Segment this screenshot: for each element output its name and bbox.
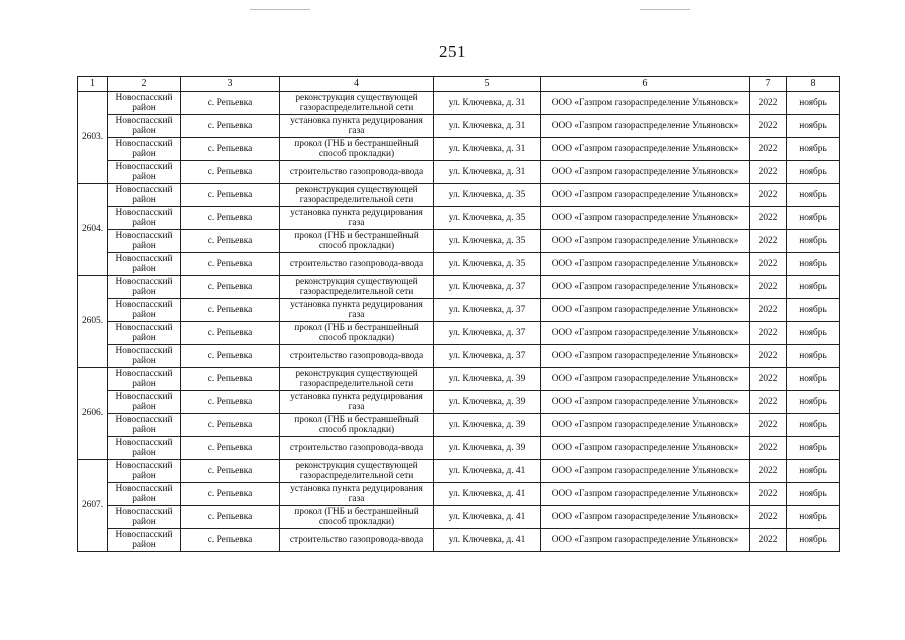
cell-item-number: 2603. <box>78 92 108 184</box>
cell-address: ул. Ключевка, д. 35 <box>434 230 541 253</box>
cell-year: 2022 <box>750 138 787 161</box>
cell-address: ул. Ключевка, д. 37 <box>434 345 541 368</box>
cell-month: ноябрь <box>787 368 840 391</box>
cell-month: ноябрь <box>787 391 840 414</box>
cell-item-number: 2604. <box>78 184 108 276</box>
cell-settlement: с. Репьевка <box>181 207 280 230</box>
cell-district: Новоспасский район <box>108 322 181 345</box>
cell-month: ноябрь <box>787 414 840 437</box>
cell-organization: ООО «Газпром газораспределение Ульяновск» <box>541 322 750 345</box>
cell-month: ноябрь <box>787 253 840 276</box>
cell-settlement: с. Репьевка <box>181 230 280 253</box>
table-row <box>78 345 840 368</box>
cell-address: ул. Ключевка, д. 31 <box>434 161 541 184</box>
column-header: 5 <box>434 77 541 92</box>
column-header: 3 <box>181 77 280 92</box>
cell-settlement: с. Репьевка <box>181 115 280 138</box>
cell-settlement: с. Репьевка <box>181 299 280 322</box>
cell-year: 2022 <box>750 437 787 460</box>
cell-month: ноябрь <box>787 184 840 207</box>
cell-settlement: с. Репьевка <box>181 414 280 437</box>
cell-district: Новоспасский район <box>108 115 181 138</box>
table-row <box>78 414 840 437</box>
cell-work-type: прокол (ГНБ и бестраншейный способ прокладки) <box>280 414 434 437</box>
table-row <box>78 529 840 552</box>
scan-artifact-line <box>640 9 690 10</box>
cell-organization: ООО «Газпром газораспределение Ульяновск» <box>541 92 750 115</box>
cell-district: Новоспасский район <box>108 345 181 368</box>
cell-work-type: прокол (ГНБ и бестраншейный способ прокладки) <box>280 322 434 345</box>
table-row <box>78 115 840 138</box>
cell-work-type: реконструкция существующей газораспределительной сети <box>280 276 434 299</box>
cell-organization: ООО «Газпром газораспределение Ульяновск» <box>541 230 750 253</box>
cell-settlement: с. Репьевка <box>181 506 280 529</box>
table-row <box>78 460 840 483</box>
cell-month: ноябрь <box>787 138 840 161</box>
cell-organization: ООО «Газпром газораспределение Ульяновск» <box>541 345 750 368</box>
cell-district: Новоспасский район <box>108 437 181 460</box>
table-row <box>78 92 840 115</box>
cell-settlement: с. Репьевка <box>181 529 280 552</box>
cell-settlement: с. Репьевка <box>181 184 280 207</box>
table-body <box>78 92 840 552</box>
cell-district: Новоспасский район <box>108 138 181 161</box>
table-row <box>78 207 840 230</box>
cell-address: ул. Ключевка, д. 31 <box>434 115 541 138</box>
cell-organization: ООО «Газпром газораспределение Ульяновск» <box>541 161 750 184</box>
cell-year: 2022 <box>750 299 787 322</box>
cell-district: Новоспасский район <box>108 92 181 115</box>
cell-settlement: с. Репьевка <box>181 138 280 161</box>
cell-address: ул. Ключевка, д. 37 <box>434 322 541 345</box>
cell-organization: ООО «Газпром газораспределение Ульяновск» <box>541 391 750 414</box>
cell-month: ноябрь <box>787 276 840 299</box>
table-row <box>78 161 840 184</box>
cell-settlement: с. Репьевка <box>181 368 280 391</box>
cell-address: ул. Ключевка, д. 31 <box>434 138 541 161</box>
cell-work-type: установка пункта редуцирования газа <box>280 115 434 138</box>
cell-work-type: установка пункта редуцирования газа <box>280 207 434 230</box>
header-row <box>78 77 840 92</box>
cell-month: ноябрь <box>787 345 840 368</box>
cell-district: Новоспасский район <box>108 207 181 230</box>
table-row <box>78 368 840 391</box>
table-row <box>78 506 840 529</box>
cell-item-number: 2605. <box>78 276 108 368</box>
cell-address: ул. Ключевка, д. 35 <box>434 207 541 230</box>
cell-work-type: строительство газопровода-ввода <box>280 437 434 460</box>
cell-year: 2022 <box>750 207 787 230</box>
cell-year: 2022 <box>750 184 787 207</box>
table-row <box>78 253 840 276</box>
column-header: 8 <box>787 77 840 92</box>
cell-address: ул. Ключевка, д. 35 <box>434 184 541 207</box>
cell-address: ул. Ключевка, д. 37 <box>434 276 541 299</box>
cell-address: ул. Ключевка, д. 39 <box>434 368 541 391</box>
cell-organization: ООО «Газпром газораспределение Ульяновск» <box>541 460 750 483</box>
cell-work-type: прокол (ГНБ и бестраншейный способ прокладки) <box>280 230 434 253</box>
cell-work-type: прокол (ГНБ и бестраншейный способ прокладки) <box>280 138 434 161</box>
cell-address: ул. Ключевка, д. 39 <box>434 414 541 437</box>
cell-settlement: с. Репьевка <box>181 483 280 506</box>
cell-organization: ООО «Газпром газораспределение Ульяновск» <box>541 529 750 552</box>
column-header: 6 <box>541 77 750 92</box>
cell-district: Новоспасский район <box>108 161 181 184</box>
cell-year: 2022 <box>750 483 787 506</box>
cell-year: 2022 <box>750 253 787 276</box>
cell-month: ноябрь <box>787 207 840 230</box>
cell-district: Новоспасский район <box>108 276 181 299</box>
column-header: 7 <box>750 77 787 92</box>
cell-work-type: прокол (ГНБ и бестраншейный способ прокладки) <box>280 506 434 529</box>
cell-district: Новоспасский район <box>108 506 181 529</box>
table-row <box>78 437 840 460</box>
cell-organization: ООО «Газпром газораспределение Ульяновск» <box>541 276 750 299</box>
cell-item-number: 2606. <box>78 368 108 460</box>
cell-settlement: с. Репьевка <box>181 322 280 345</box>
cell-address: ул. Ключевка, д. 39 <box>434 437 541 460</box>
cell-address: ул. Ключевка, д. 41 <box>434 460 541 483</box>
cell-organization: ООО «Газпром газораспределение Ульяновск» <box>541 138 750 161</box>
cell-district: Новоспасский район <box>108 253 181 276</box>
cell-address: ул. Ключевка, д. 37 <box>434 299 541 322</box>
cell-district: Новоспасский район <box>108 529 181 552</box>
cell-organization: ООО «Газпром газораспределение Ульяновск» <box>541 299 750 322</box>
cell-month: ноябрь <box>787 529 840 552</box>
cell-district: Новоспасский район <box>108 230 181 253</box>
cell-district: Новоспасский район <box>108 299 181 322</box>
cell-year: 2022 <box>750 92 787 115</box>
cell-work-type: реконструкция существующей газораспределительной сети <box>280 368 434 391</box>
cell-year: 2022 <box>750 506 787 529</box>
table-row <box>78 483 840 506</box>
cell-settlement: с. Репьевка <box>181 276 280 299</box>
cell-work-type: строительство газопровода-ввода <box>280 529 434 552</box>
cell-organization: ООО «Газпром газораспределение Ульяновск» <box>541 506 750 529</box>
cell-settlement: с. Репьевка <box>181 161 280 184</box>
cell-year: 2022 <box>750 368 787 391</box>
cell-address: ул. Ключевка, д. 39 <box>434 391 541 414</box>
cell-organization: ООО «Газпром газораспределение Ульяновск» <box>541 483 750 506</box>
cell-year: 2022 <box>750 460 787 483</box>
cell-settlement: с. Репьевка <box>181 345 280 368</box>
cell-month: ноябрь <box>787 437 840 460</box>
cell-settlement: с. Репьевка <box>181 437 280 460</box>
cell-address: ул. Ключевка, д. 41 <box>434 483 541 506</box>
cell-work-type: реконструкция существующей газораспределительной сети <box>280 184 434 207</box>
cell-month: ноябрь <box>787 322 840 345</box>
cell-work-type: строительство газопровода-ввода <box>280 253 434 276</box>
cell-settlement: с. Репьевка <box>181 253 280 276</box>
table-row <box>78 322 840 345</box>
cell-year: 2022 <box>750 276 787 299</box>
cell-work-type: установка пункта редуцирования газа <box>280 483 434 506</box>
cell-settlement: с. Репьевка <box>181 92 280 115</box>
cell-organization: ООО «Газпром газораспределение Ульяновск» <box>541 414 750 437</box>
cell-month: ноябрь <box>787 299 840 322</box>
cell-month: ноябрь <box>787 483 840 506</box>
gas-works-table <box>77 76 840 552</box>
cell-month: ноябрь <box>787 506 840 529</box>
cell-work-type: реконструкция существующей газораспределительной сети <box>280 460 434 483</box>
cell-item-number: 2607. <box>78 460 108 552</box>
cell-organization: ООО «Газпром газораспределение Ульяновск» <box>541 184 750 207</box>
cell-address: ул. Ключевка, д. 41 <box>434 529 541 552</box>
cell-organization: ООО «Газпром газораспределение Ульяновск» <box>541 368 750 391</box>
cell-month: ноябрь <box>787 230 840 253</box>
cell-year: 2022 <box>750 115 787 138</box>
cell-work-type: реконструкция существующей газораспределительной сети <box>280 92 434 115</box>
table-row <box>78 299 840 322</box>
cell-year: 2022 <box>750 414 787 437</box>
column-header: 1 <box>78 77 108 92</box>
cell-address: ул. Ключевка, д. 35 <box>434 253 541 276</box>
cell-address: ул. Ключевка, д. 31 <box>434 92 541 115</box>
cell-month: ноябрь <box>787 460 840 483</box>
cell-organization: ООО «Газпром газораспределение Ульяновск» <box>541 115 750 138</box>
cell-district: Новоспасский район <box>108 460 181 483</box>
table-row <box>78 230 840 253</box>
cell-month: ноябрь <box>787 92 840 115</box>
page-number: 251 <box>439 42 466 61</box>
cell-district: Новоспасский район <box>108 414 181 437</box>
cell-work-type: строительство газопровода-ввода <box>280 161 434 184</box>
cell-organization: ООО «Газпром газораспределение Ульяновск» <box>541 207 750 230</box>
scan-artifact-line <box>250 9 310 10</box>
table-row <box>78 138 840 161</box>
cell-year: 2022 <box>750 161 787 184</box>
cell-month: ноябрь <box>787 115 840 138</box>
cell-organization: ООО «Газпром газораспределение Ульяновск» <box>541 253 750 276</box>
cell-year: 2022 <box>750 529 787 552</box>
cell-work-type: строительство газопровода-ввода <box>280 345 434 368</box>
table-row <box>78 276 840 299</box>
cell-year: 2022 <box>750 345 787 368</box>
cell-year: 2022 <box>750 322 787 345</box>
cell-district: Новоспасский район <box>108 391 181 414</box>
cell-district: Новоспасский район <box>108 368 181 391</box>
cell-work-type: установка пункта редуцирования газа <box>280 299 434 322</box>
cell-month: ноябрь <box>787 161 840 184</box>
column-header: 4 <box>280 77 434 92</box>
cell-work-type: установка пункта редуцирования газа <box>280 391 434 414</box>
cell-settlement: с. Репьевка <box>181 460 280 483</box>
table-row <box>78 391 840 414</box>
cell-settlement: с. Репьевка <box>181 391 280 414</box>
column-header: 2 <box>108 77 181 92</box>
table-row <box>78 184 840 207</box>
cell-organization: ООО «Газпром газораспределение Ульяновск» <box>541 437 750 460</box>
cell-address: ул. Ключевка, д. 41 <box>434 506 541 529</box>
cell-year: 2022 <box>750 391 787 414</box>
cell-district: Новоспасский район <box>108 483 181 506</box>
cell-year: 2022 <box>750 230 787 253</box>
cell-district: Новоспасский район <box>108 184 181 207</box>
